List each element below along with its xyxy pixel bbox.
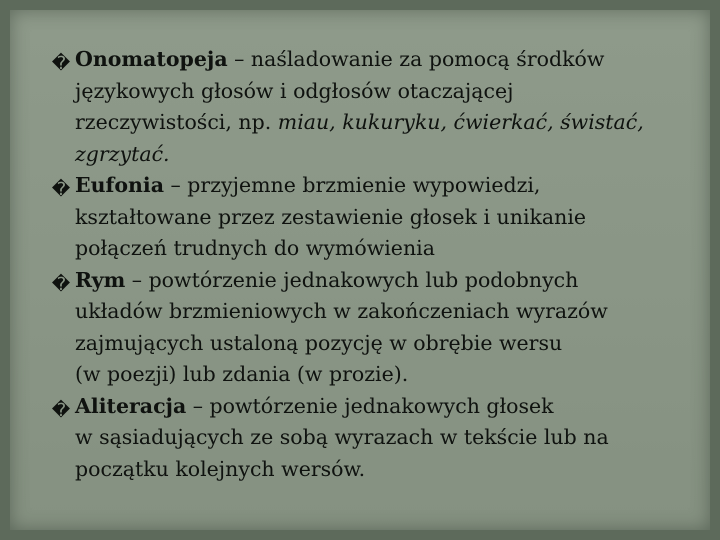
definition-term: Onomatopeja [75, 47, 228, 71]
definition-rym [50, 265, 700, 391]
definition-line [50, 44, 700, 76]
definition-line [50, 170, 700, 202]
definition-term: Rym [75, 267, 126, 292]
definition-text: – powtórzenie jednakowych lub podobnych [125, 267, 579, 292]
definition-text: – powtórzenie jednakowych głosek [186, 393, 554, 418]
definition-term: Eufonia [75, 173, 164, 197]
definition-line: w sąsiadujących ze sobą wyrazach w tekście lub na [75, 425, 609, 449]
content-panel [10, 10, 710, 530]
bullet-icon: � [51, 399, 71, 421]
examples-text: miau, kukuryku, ćwierkać, świstać, [277, 110, 644, 134]
definition-line [50, 107, 700, 139]
definition-line: kształtowane przez zestawienie głosek i unikanie [75, 204, 587, 229]
definition-onomatopeja [50, 44, 700, 170]
definition-line: połączeń trudnych do wymówienia [75, 236, 435, 260]
definitions-list [50, 44, 700, 485]
definition-line [50, 139, 700, 171]
definition-line: (w poezji) lub zdania (w prozie). [75, 362, 409, 386]
definition-line [50, 265, 700, 297]
definition-term: Aliteracja [75, 393, 187, 418]
definition-text: – przyjemne brzmienie wypowiedzi, [164, 173, 541, 197]
definition-line: układów brzmieniowych w zakończeniach wyrazów [75, 299, 608, 323]
definition-line: językowych głosów i odgłosów otaczającej [75, 78, 514, 103]
examples-text: zgrzytać. [75, 141, 170, 166]
definition-line: zajmujących ustaloną pozycję w obrębie wersu [75, 330, 563, 355]
definition-line [50, 391, 700, 423]
definition-line: początku kolejnych wersów. [75, 456, 366, 481]
bullet-icon: � [51, 53, 71, 74]
bullet-icon: � [51, 273, 71, 295]
definition-text: rzeczywistości, np. [75, 110, 278, 134]
definition-text: – naśladowanie za pomocą środków [227, 47, 605, 71]
definition-eufonia [50, 170, 700, 265]
definition-aliteracja [50, 391, 700, 486]
bullet-icon: � [51, 179, 71, 200]
